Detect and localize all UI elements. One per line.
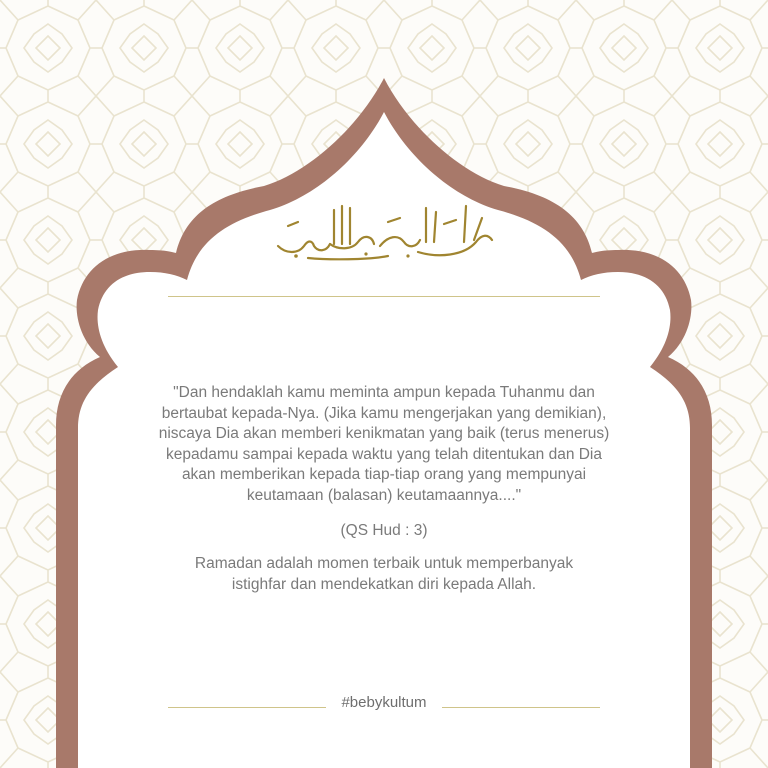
footer-divider-left xyxy=(168,707,326,708)
top-divider xyxy=(168,296,600,297)
quote-line: "Dan hendaklah kamu meminta ampun kepada Tuhanmu dan xyxy=(173,384,595,401)
ramadan-note xyxy=(150,553,618,595)
quote-line: kepadamu sampai kepada waktu yang telah ditentukan dan Dia xyxy=(165,445,602,463)
quran-quote xyxy=(130,383,638,506)
quote-line: keutamaan (balasan) keutamaannya...." xyxy=(246,486,522,504)
hashtag: #bebykultum xyxy=(341,694,427,711)
quote-line: bertaubat kepada-Nya. (Jika kamu mengerjakan yang demikian), xyxy=(161,404,607,422)
footer-divider-right xyxy=(442,707,600,708)
quote-line: akan memberikan kepada tiap-tiap orang yang mempunyai xyxy=(181,466,587,483)
note-line: Ramadan adalah momen terbaik untuk memperbanyak xyxy=(194,555,574,572)
note-line: istighfar dan mendekatkan diri kepada Allah. xyxy=(231,576,537,593)
bismillah-calligraphy-icon xyxy=(268,196,500,262)
quote-reference: (QS Hud : 3) xyxy=(340,522,428,539)
quote-line: niscaya Dia akan memberi kenikmatan yang baik (terus menerus) xyxy=(158,425,610,442)
